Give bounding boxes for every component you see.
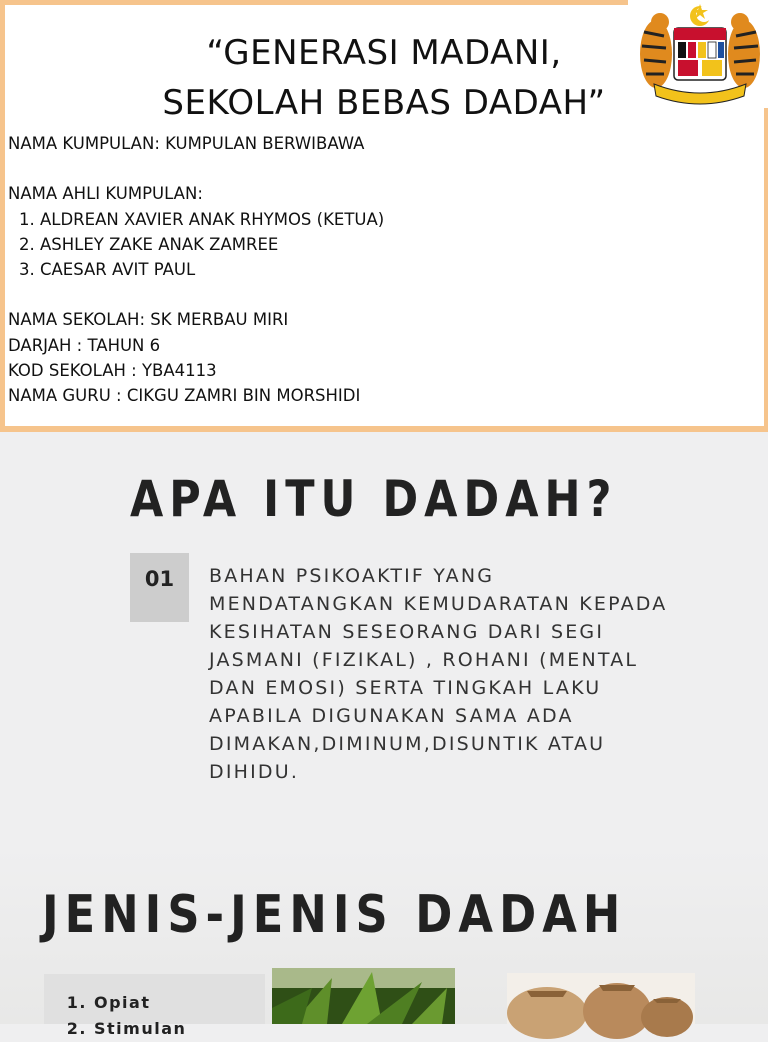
number-badge [130,553,189,622]
types-list-item: 1. Opiat [94,990,265,1016]
teacher-name: NAMA GURU : CIKGU ZAMRI BIN MORSHIDI [8,385,361,405]
card-border-left [0,0,5,432]
card-border-top [0,0,628,5]
school-name: NAMA SEKOLAH: SK MERBAU MIRI [8,310,289,330]
card-border-right [764,108,768,432]
member-item: 3. CAESAR AVIT PAUL [40,257,748,282]
types-list [44,974,265,1042]
title-line-1: “GENERASI MADANI, [206,33,562,73]
section-heading-what-is: APA ITU DADAH? [130,470,618,528]
members-label: NAMA AHLI KUMPULAN: [8,184,203,204]
member-item: 2. ASHLEY ZAKE ANAK ZAMREE [40,232,748,257]
school-code: KOD SEKOLAH : YBA4113 [8,360,217,380]
group-name: NAMA KUMPULAN: KUMPULAN BERWIBAWA [8,134,365,153]
section-heading-types: JENIS-JENIS DADAH [42,885,627,945]
definition-text: BAHAN PSIKOAKTIF YANG MENDATANGKAN KEMUDARATAN KEPADA KESIHATAN SESEORANG DARI SEGI JASMANI (FIZIKAL) , ROHANI (MENTAL DAN EMOSI) SERTA TINGKAH LAKU APABILA DIGUNAKAN SAMA ADA DIMAKAN,DIMINUM,DISUNTIK ATAU DIHIDU. [209,565,668,783]
types-list-box [44,974,265,1038]
group-info [8,131,748,408]
number-badge-label: 01 [144,567,175,591]
member-item: 1. ALDREAN XAVIER ANAK RHYMOS (KETUA) [40,207,748,232]
coat-of-arms-icon [634,2,766,106]
poppy-pod-photo-icon [507,973,695,1024]
types-list-item: 2. Stimulan [94,1016,265,1042]
cannabis-leaf-photo-icon [272,968,455,1024]
class-name: DARJAH : TAHUN 6 [8,335,161,355]
members-list [8,207,748,283]
title-line-2: SEKOLAH BEBAS DADAH” [162,83,606,123]
page-title [100,28,668,128]
cover-card [0,0,768,432]
